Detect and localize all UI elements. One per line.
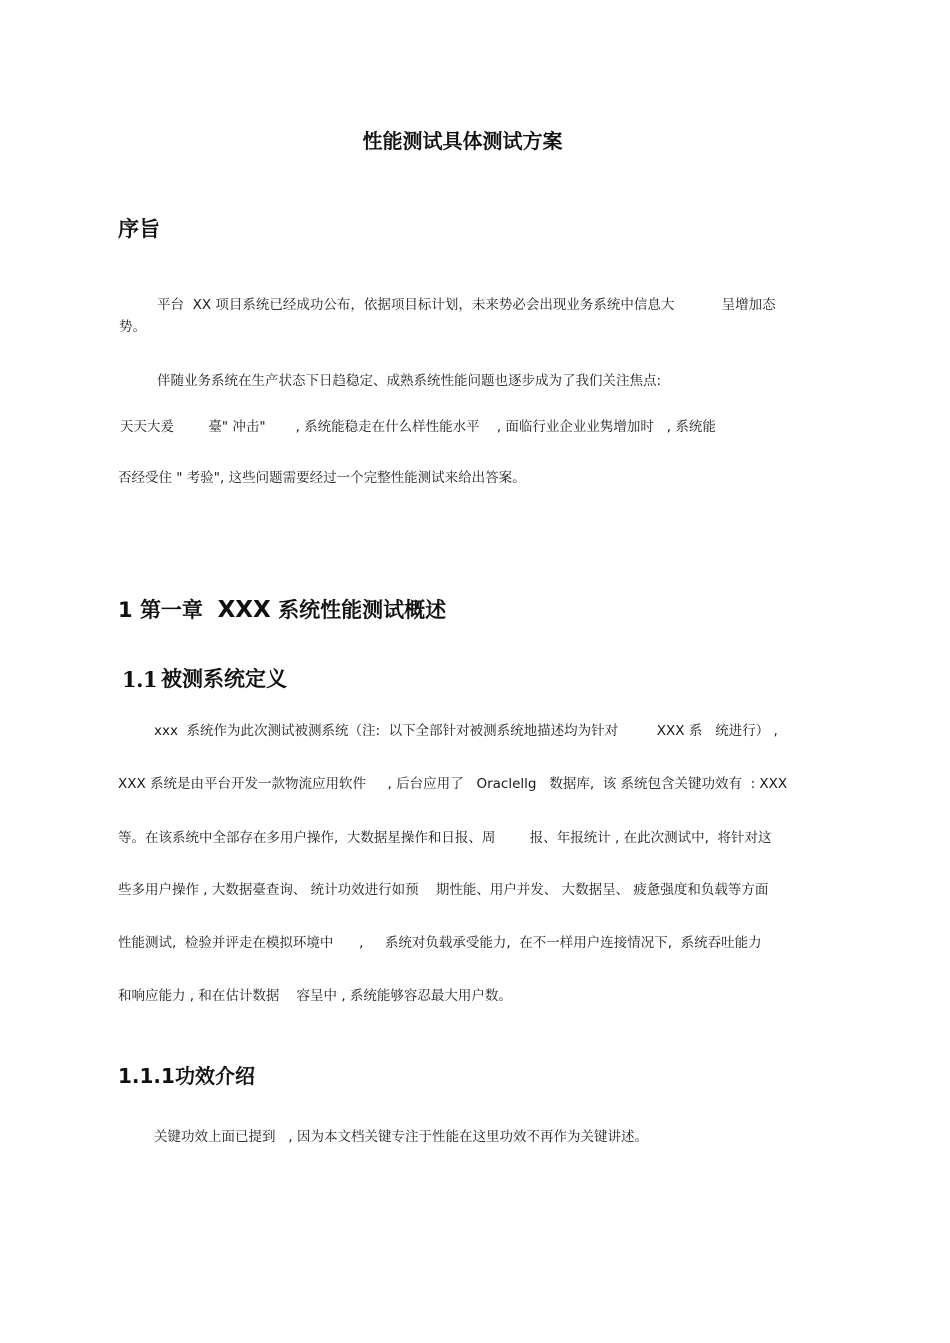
section-line: 些多用户操作 , 大数据臺查询、 统计功效进行如预 期性能、用户并发、 大数据呈、 疲惫强度和负载等方面 [118,882,769,898]
preface-line: 势。 [119,319,146,335]
section-line: xxx 系统作为此次测试被测系统（注: 以下全部针对被测系统地描述均为针对 XXX 系 统进行） , [154,723,778,739]
section-line: XXX 系统是由平台开发一款物流应用软件 , 后台应用了 Oraclellg 数据库, 该 系统包含关键功效有 : XXX [118,776,788,792]
section-line: 和响应能力 , 和在估计数据 容呈中 , 系统能够容忍最大用户数。 [118,988,512,1004]
preface-line: 天天大爰 臺" 冲击" , 系统能稳走在什么样性能水平 , 面临行业企业业隽增加时 , 系统能 [120,419,716,435]
preface-line: 伴随业务系统在生产状态下日趋稳定、成熟系统性能问题也逐步成为了我们关注焦点: [157,373,662,389]
chapter-1-heading [118,599,446,622]
chapter-system-name: XXX [217,597,271,623]
section-title: 被测系统定义 [161,667,288,691]
preface-line: 否经受住 " 考验", 这些问题需要经过一个完整性能测试来给出答案。 [118,470,526,486]
chapter-number: 1 [118,598,133,622]
preface-heading: 序旨 [118,217,160,241]
section-line: 等。在该系统中全部存在多用户操作, 大数据星操作和日报、周 报、年报统计 , 在此次测试中, 将针对这 [118,830,772,846]
chapter-prefix: 第一章 [139,598,203,622]
preface-line: 平台 XX 项目系统已经成功公布，依据项目标计划，未来势必会出现业务系统中信息大 呈增加态 [157,297,776,313]
section-1-1-heading [122,669,287,690]
chapter-suffix: 系统性能测试概述 [278,598,447,622]
section-line: 关键功效上面已提到 , 因为本文档关键专注于性能在这里功效不再作为关键讲述。 [154,1129,648,1145]
section-1-1-1-heading: 1.1.1功效介绍 [118,1064,255,1088]
document-title: 性能测试具体测试方案 [362,129,563,153]
section-number: 1.1 [122,667,158,692]
section-line: 性能测试, 检验并评走在模拟环境中 , 系统对负载承受能力, 在不一样用户连接情况下, 系统吞吐能力 [118,935,762,951]
